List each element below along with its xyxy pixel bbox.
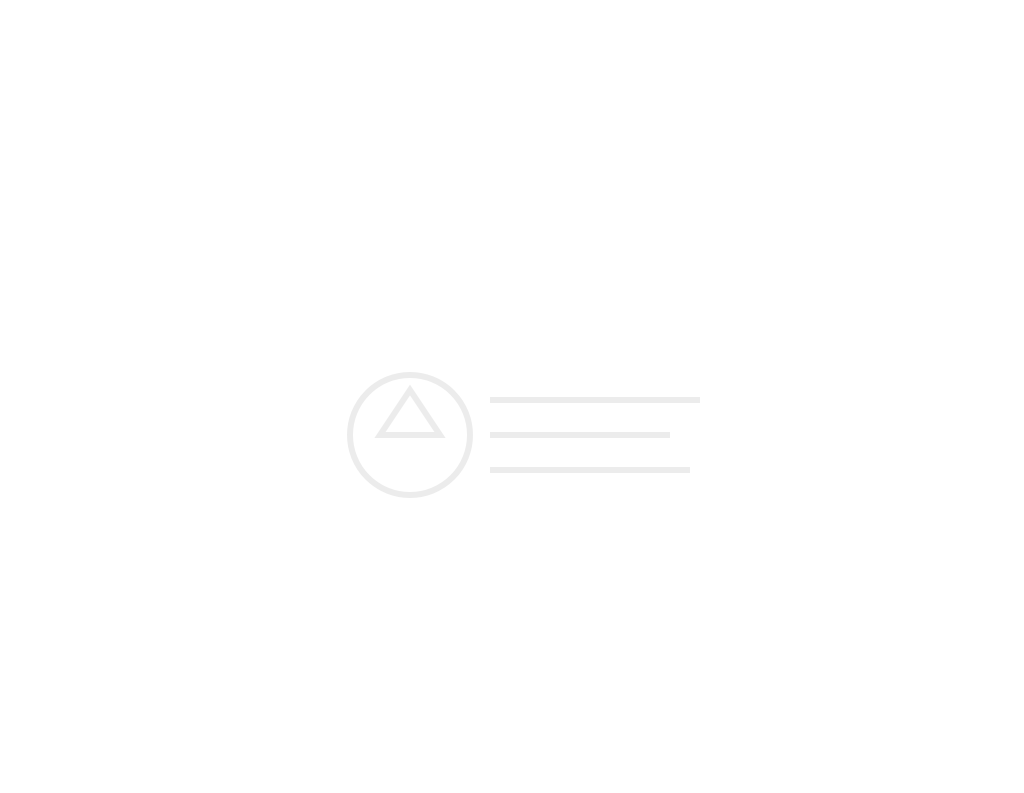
notice-paragraph-apartment [10,596,1014,716]
notice-paragraph-main [10,72,1014,588]
